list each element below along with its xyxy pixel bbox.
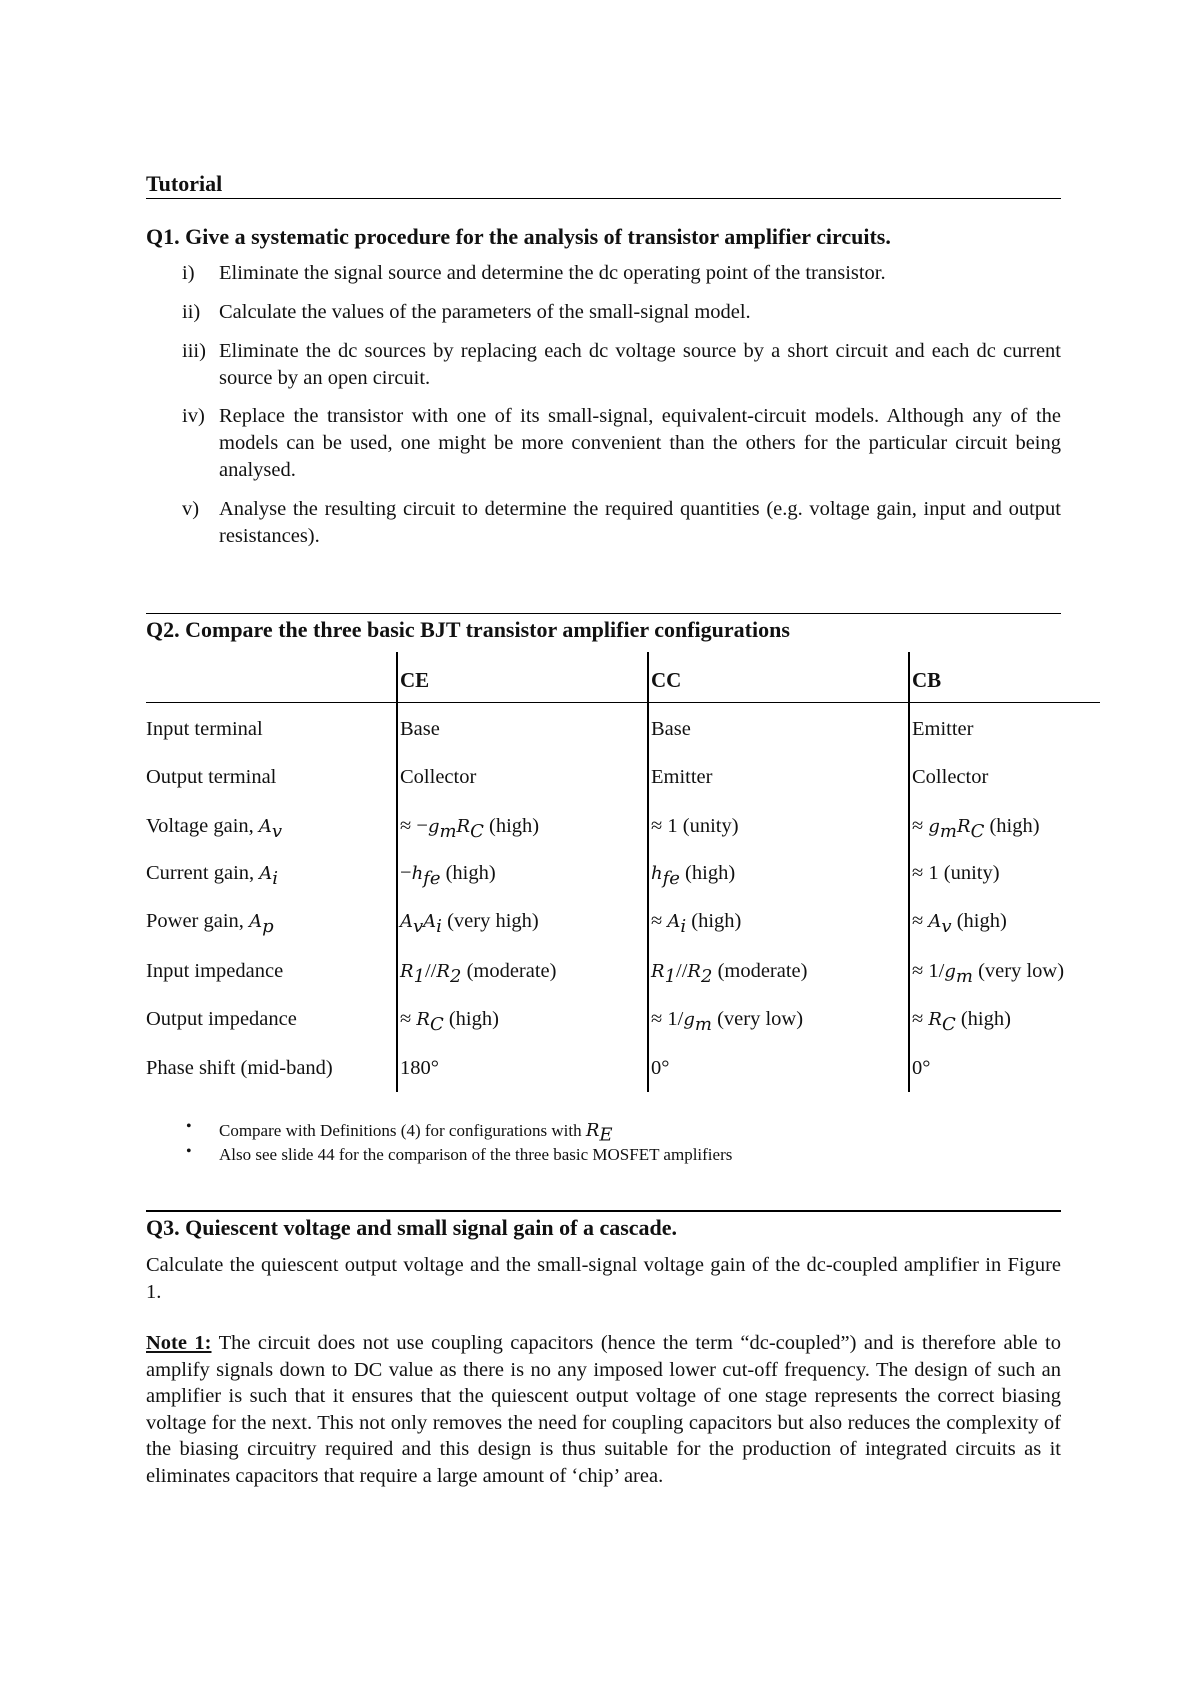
table-cell: ≈ $R_C$ (high) bbox=[912, 1008, 1011, 1036]
table-header-rule bbox=[146, 702, 1100, 703]
column-header-cc: CC bbox=[651, 668, 682, 692]
tutorial-title: Tutorial bbox=[146, 171, 223, 196]
q1-step-number: iii) bbox=[182, 340, 206, 362]
bullet-icon: • bbox=[186, 1118, 192, 1135]
q1-step-number: iv) bbox=[182, 405, 205, 427]
table-cell: ≈ 1 (unity) bbox=[651, 815, 739, 837]
table-cell: ≈ $R_C$ (high) bbox=[400, 1008, 499, 1036]
q3-top-rule bbox=[146, 1210, 1061, 1212]
table-cell: $-h_{fe}$ (high) bbox=[400, 862, 496, 890]
q2-top-rule bbox=[146, 613, 1061, 614]
q1-step-number: v) bbox=[182, 498, 200, 520]
table-cell: 180° bbox=[400, 1057, 439, 1079]
q1-step-text: Eliminate the dc sources by replacing each dc voltage source by a short circuit and each dc current source by an open circuit. bbox=[219, 340, 1061, 389]
q1-step-text: Eliminate the signal source and determine the dc operating point of the transistor. bbox=[219, 262, 886, 284]
row-label: Input terminal bbox=[146, 718, 263, 740]
bullet-icon: • bbox=[186, 1143, 192, 1160]
row-label: Current gain, $A_i$ bbox=[146, 862, 279, 890]
table-column-divider bbox=[647, 652, 649, 1092]
table-cell: 0° bbox=[912, 1057, 931, 1079]
table-cell: ≈ $g_mR_C$ (high) bbox=[912, 815, 1040, 843]
table-cell: ≈ $A_v$ (high) bbox=[912, 910, 1007, 938]
table-cell: $R_1//R_2$ (moderate) bbox=[651, 960, 808, 988]
table-cell: ≈ $1/g_m$ (very low) bbox=[912, 960, 1065, 988]
column-header-ce: CE bbox=[400, 668, 430, 692]
row-label: Voltage gain, $A_v$ bbox=[146, 815, 283, 843]
q1-step-number: i) bbox=[182, 262, 195, 284]
q1-step-text: Analyse the resulting circuit to determine the required quantities (e.g. voltage gain, input and output resistances). bbox=[219, 498, 1061, 547]
q3-note bbox=[146, 1330, 1061, 1489]
table-cell: ≈ $-g_mR_C$ (high) bbox=[400, 815, 540, 843]
table-cell: Collector bbox=[912, 766, 989, 788]
table-cell: Emitter bbox=[651, 766, 713, 788]
table-cell: ≈ $1/g_m$ (very low) bbox=[651, 1008, 804, 1036]
table-cell: Base bbox=[651, 718, 691, 740]
table-cell: Base bbox=[400, 718, 440, 740]
q1-step-number: ii) bbox=[182, 301, 201, 323]
q3-title: Q3. Quiescent voltage and small signal gain of a cascade. bbox=[146, 1215, 678, 1240]
row-label: Phase shift (mid-band) bbox=[146, 1057, 333, 1079]
column-header-cb: CB bbox=[912, 668, 942, 692]
note-text: The circuit does not use coupling capacitors (hence the term “dc-coupled”) and is therefore able to amplify signals down to DC value as there is no any imposed lower cut-off frequency. The design of such an amplifier is such that it ensures that the quiescent output voltage of one stage represents the correct biasing voltage for the next. This not only removes the need for coupling capacitors but also reduces the complexity of the biasing circuitry required and this design is thus suitable for the production of integrated circuits as it eliminates capacitors that require a large amount of ‘chip’ area. bbox=[146, 1332, 1061, 1487]
table-cell: $R_1//R_2$ (moderate) bbox=[400, 960, 557, 988]
note-text: Compare with Definitions (4) for configurations with $R_E$ bbox=[219, 1120, 613, 1146]
row-label: Output terminal bbox=[146, 766, 277, 788]
q3-intro: Calculate the quiescent output voltage and the small-signal voltage gain of the dc-coupled amplifier in Figure 1. bbox=[146, 1254, 1061, 1303]
row-label: Power gain, $A_p$ bbox=[146, 910, 274, 938]
table-column-divider bbox=[396, 652, 398, 1092]
q1-step-text: Replace the transistor with one of its small-signal, equivalent-circuit models. Although any of the models can be used, one might be more convenient than the others for the particular circuit being analysed. bbox=[219, 405, 1061, 481]
table-cell: ≈ 1 (unity) bbox=[912, 862, 1000, 884]
row-label: Input impedance bbox=[146, 960, 284, 982]
title-rule bbox=[146, 198, 1061, 199]
table-cell: ≈ $A_i$ (high) bbox=[651, 910, 742, 938]
table-cell: 0° bbox=[651, 1057, 670, 1079]
table-cell: Collector bbox=[400, 766, 477, 788]
table-column-divider bbox=[908, 652, 910, 1092]
table-cell: Emitter bbox=[912, 718, 974, 740]
row-label: Output impedance bbox=[146, 1008, 297, 1030]
q2-title: Q2. Compare the three basic BJT transistor amplifier configurations bbox=[146, 617, 790, 642]
table-cell: $h_{fe}$ (high) bbox=[651, 862, 736, 890]
note-label: Note 1: bbox=[146, 1332, 212, 1354]
q1-title: Q1. Give a systematic procedure for the analysis of transistor amplifier circuits. bbox=[146, 224, 891, 249]
q1-step-text: Calculate the values of the parameters of the small-signal model. bbox=[219, 301, 751, 323]
note-text: Also see slide 44 for the comparison of the three basic MOSFET amplifiers bbox=[219, 1145, 733, 1164]
table-cell: $A_vA_i$ (very high) bbox=[400, 910, 539, 938]
